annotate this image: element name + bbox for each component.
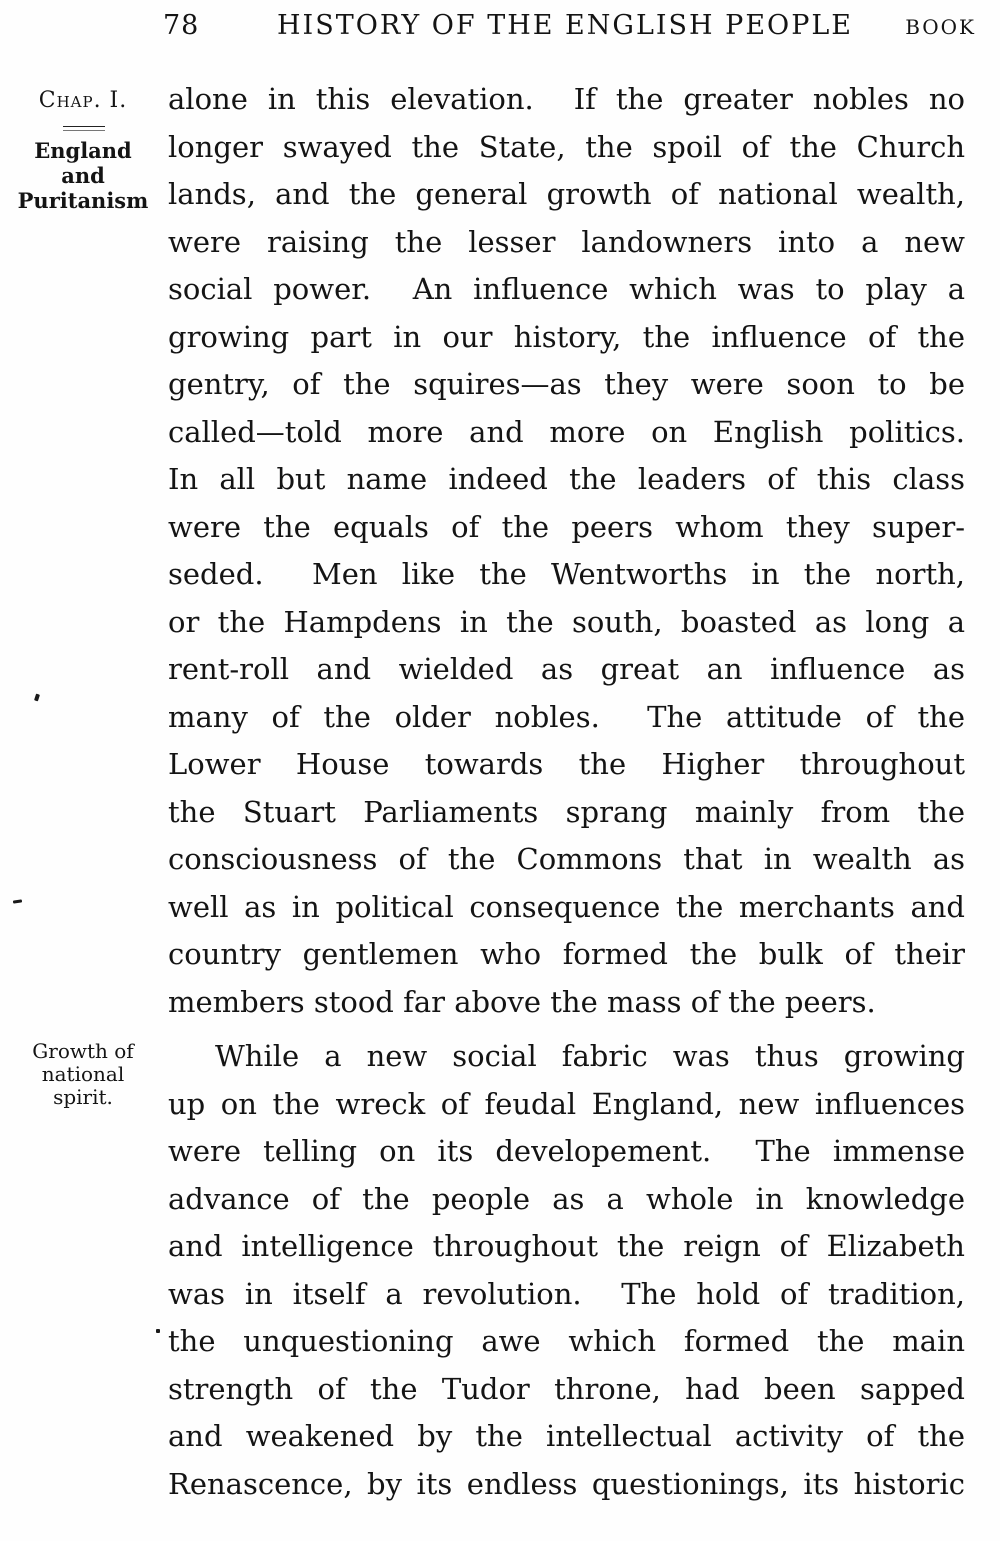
body-line: called—told more and more on English politics. (168, 414, 965, 449)
book-label: BOOK (905, 15, 976, 39)
body-line: While a new social fabric was thus growing (215, 1039, 965, 1073)
body-line: were the equals of the peers whom they super- (168, 509, 965, 544)
sidenote-line: and (61, 163, 105, 188)
body-line: gentry, of the squires—as they were soon to be (168, 367, 965, 401)
sidenote-growth-of-national-spirit (8, 1040, 158, 1109)
body-line: Renascence, by its endless questionings, its historic (168, 1466, 965, 1501)
body-line: In all but name indeed the leaders of this class (168, 462, 965, 496)
body-line: social power. An influence which was to play a (168, 272, 965, 306)
chapter-heading: Chap. I. (38, 88, 128, 113)
sidenote-line: spirit. (53, 1085, 113, 1109)
body-line: consciousness of the Commons that in wealth as (168, 842, 965, 876)
body-text (168, 76, 965, 1508)
body-line: the Stuart Parliaments sprang mainly from the (168, 794, 965, 829)
sidenote-line: Growth of (32, 1039, 134, 1063)
ink-speck (13, 899, 22, 903)
sidenote-england-and-puritanism (8, 138, 158, 213)
body-line: seded. Men like the Wentworths in the north, (168, 557, 965, 591)
running-header (0, 6, 1000, 46)
body-line: or the Hampdens in the south, boasted as long a (168, 604, 965, 639)
body-line: members stood far above the mass of the peers. (168, 984, 876, 1019)
chapter-rule (63, 126, 105, 131)
body-line: and weakened by the intellectual activity of the (168, 1419, 965, 1453)
body-line: many of the older nobles. The attitude of the (168, 699, 965, 734)
ink-speck (156, 1329, 160, 1333)
body-line: were telling on its developement. The immense (168, 1134, 965, 1168)
body-line: Lower House towards the Higher throughout (168, 747, 965, 781)
body-line: were raising the lesser landowners into a new (168, 224, 965, 259)
running-title: HISTORY OF THE ENGLISH PEOPLE (277, 10, 853, 41)
page-number: 78 (163, 10, 200, 41)
paragraph-1 (168, 76, 965, 1026)
body-line: and intelligence throughout the reign of Elizabeth (168, 1229, 965, 1263)
body-line: growing part in our history, the influence of the (168, 319, 965, 354)
body-line: strength of the Tudor throne, had been sapped (168, 1371, 965, 1406)
sidenote-line: England (34, 138, 132, 163)
body-line: country gentlemen who formed the bulk of their (168, 937, 965, 971)
sidenote-line: Puritanism (17, 188, 149, 213)
body-line: lands, and the general growth of national wealth, (168, 177, 965, 211)
body-line: up on the wreck of feudal England, new influences (168, 1086, 965, 1121)
body-line: longer swayed the State, the spoil of the Church (168, 129, 965, 164)
paragraph-2 (168, 1033, 965, 1508)
body-line: well as in political consequence the merchants and (168, 889, 965, 924)
body-line: the unquestioning awe which formed the main (168, 1324, 965, 1358)
sidenote-line: national (41, 1062, 125, 1086)
ink-speck (34, 694, 40, 702)
body-line: advance of the people as a whole in knowledge (168, 1181, 965, 1216)
body-line: alone in this elevation. If the greater nobles no (168, 82, 965, 116)
body-line: was in itself a revolution. The hold of tradition, (168, 1276, 965, 1311)
body-line: rent-roll and wielded as great an influence as (168, 652, 965, 686)
